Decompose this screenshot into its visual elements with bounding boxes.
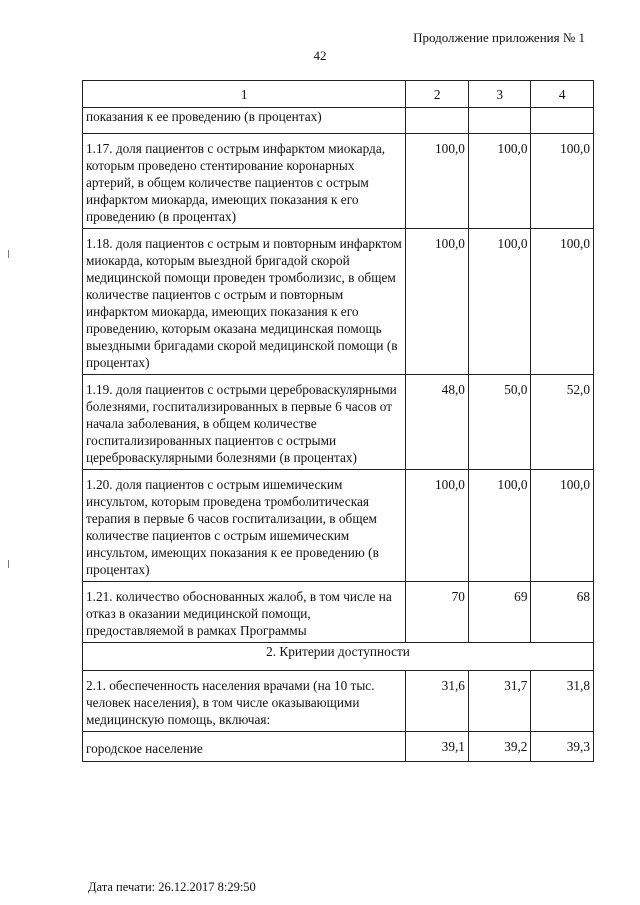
row-description: 1.20. доля пациентов с острым ишемическим инсультом, которым проведена тромболитическая терапия в первые 6 часов госпитализации, в общем количестве пациентов с острым ишемическим инсультом, имеющих показания к ее проведению (в процентах) bbox=[83, 470, 406, 582]
table-row bbox=[83, 582, 594, 643]
table-row bbox=[83, 134, 594, 229]
value-cell: 100,0 bbox=[406, 470, 469, 582]
table-row bbox=[83, 470, 594, 582]
value-cell: 100,0 bbox=[468, 229, 531, 375]
table-row bbox=[83, 375, 594, 470]
row-description: показания к ее проведению (в процентах) bbox=[83, 108, 406, 134]
row-description: 1.17. доля пациентов с острым инфарктом миокарда, которым проведено стентирование коронарных артерий, в общем количестве пациентов с острым инфарктом миокарда, имеющих показания к его проведению (в процентах) bbox=[83, 134, 406, 229]
value-cell: 52,0 bbox=[531, 375, 594, 470]
value-cell: 70 bbox=[406, 582, 469, 643]
value-cell: 50,0 bbox=[468, 375, 531, 470]
value-cell: 31,8 bbox=[531, 671, 594, 732]
row-description: 1.19. доля пациентов с острыми цереброваскулярными болезнями, госпитализированных в первые 6 часов от начала заболевания, в общем количестве госпитализированных пациентов с острыми цереброваскулярными болезнями (в процентах) bbox=[83, 375, 406, 470]
value-cell bbox=[468, 108, 531, 134]
section-title: 2. Критерии доступности bbox=[83, 643, 594, 671]
row-description: 2.1. обеспеченность населения врачами (на 10 тыс. человек населения), в том числе оказывающими медицинскую помощь, включая: bbox=[83, 671, 406, 732]
value-cell: 100,0 bbox=[468, 470, 531, 582]
column-header: 4 bbox=[531, 81, 594, 108]
value-cell: 100,0 bbox=[531, 470, 594, 582]
value-cell: 100,0 bbox=[406, 134, 469, 229]
column-header: 1 bbox=[83, 81, 406, 108]
row-description: 1.18. доля пациентов с острым и повторным инфарктом миокарда, которым выездной бригадой скорой медицинской помощи проведен тромболизис, в общем количестве пациентов с острым и повторным инфарктом миокарда, имеющих показания к его проведению, которым оказана медицинская помощь выездными бригадами скорой медицинской помощи (в процентах) bbox=[83, 229, 406, 375]
table-row bbox=[83, 108, 594, 134]
margin-mark bbox=[8, 250, 9, 258]
table-row bbox=[83, 229, 594, 375]
table-row bbox=[83, 671, 594, 732]
value-cell: 39,3 bbox=[531, 732, 594, 762]
page-number: 42 bbox=[313, 48, 327, 63]
margin-mark bbox=[8, 560, 9, 568]
value-cell: 68 bbox=[531, 582, 594, 643]
print-date: Дата печати: 26.12.2017 8:29:50 bbox=[88, 880, 256, 894]
table-header-row bbox=[83, 81, 594, 108]
column-header: 2 bbox=[406, 81, 469, 108]
value-cell: 100,0 bbox=[531, 229, 594, 375]
value-cell: 100,0 bbox=[468, 134, 531, 229]
value-cell bbox=[531, 108, 594, 134]
criteria-table bbox=[82, 80, 594, 762]
value-cell: 48,0 bbox=[406, 375, 469, 470]
value-cell: 31,7 bbox=[468, 671, 531, 732]
table-row bbox=[83, 732, 594, 762]
column-header: 3 bbox=[468, 81, 531, 108]
value-cell: 39,1 bbox=[406, 732, 469, 762]
row-description: городское население bbox=[83, 732, 406, 762]
section-row bbox=[83, 643, 594, 671]
value-cell bbox=[406, 108, 469, 134]
value-cell: 69 bbox=[468, 582, 531, 643]
value-cell: 31,6 bbox=[406, 671, 469, 732]
value-cell: 100,0 bbox=[531, 134, 594, 229]
row-description: 1.21. количество обоснованных жалоб, в том числе на отказ в оказании медицинской помощи, предоставляемой в рамках Программы bbox=[83, 582, 406, 643]
value-cell: 39,2 bbox=[468, 732, 531, 762]
appendix-continuation-note: Продолжение приложения № 1 bbox=[413, 30, 585, 45]
value-cell: 100,0 bbox=[406, 229, 469, 375]
